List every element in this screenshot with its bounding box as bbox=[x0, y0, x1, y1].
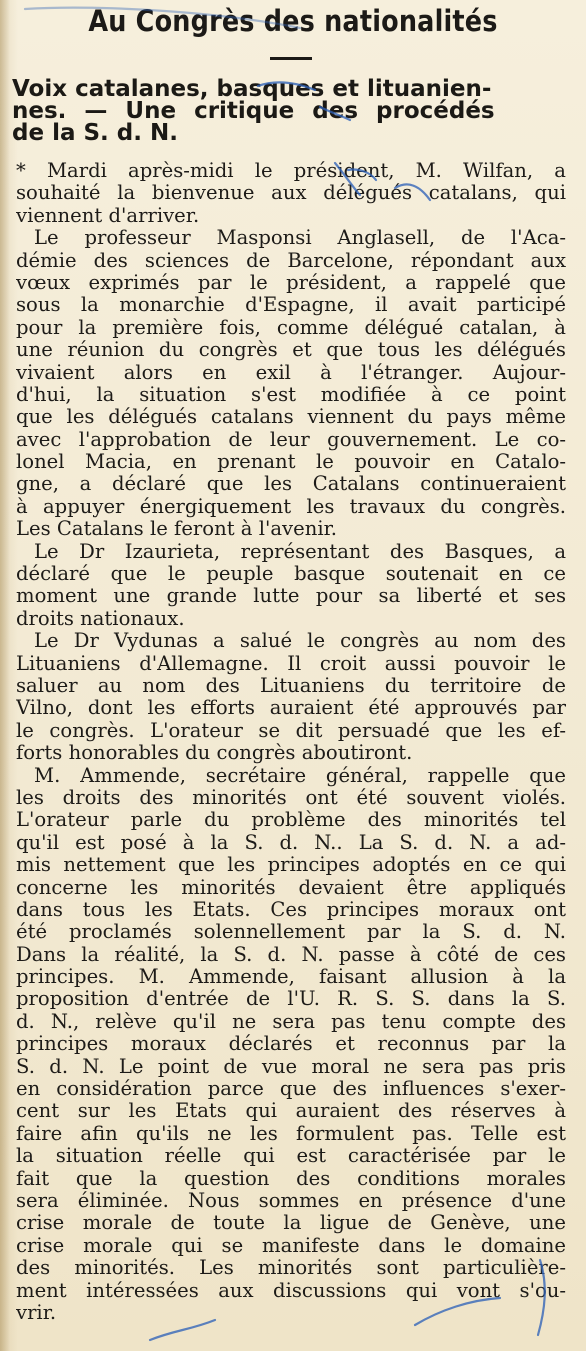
body-line: proposition d'entrée de l'U. R. S. S. dans la S. bbox=[16, 988, 566, 1011]
body-line: en considération parce que des influences s'exer- bbox=[16, 1078, 566, 1101]
body-line: forts honorables du congrès aboutiront. bbox=[16, 742, 413, 765]
body-line: été proclamés solennellement par la S. d. N. bbox=[16, 921, 566, 944]
body-line: principes. M. Ammende, faisant allusion à la bbox=[16, 966, 566, 989]
body-line: des minorités. Les minorités sont particulière- bbox=[16, 1257, 566, 1280]
body-line: M. Ammende, secrétaire général, rappelle que bbox=[34, 764, 566, 787]
body-line: sous la monarchie d'Espagne, il avait participé bbox=[16, 294, 566, 317]
headline-divider bbox=[270, 57, 312, 60]
body-line: cent sur les Etats qui auraient des réserves à bbox=[16, 1100, 566, 1123]
body-line: d. N., relève qu'il ne sera pas tenu compte des bbox=[16, 1010, 566, 1033]
body-line: les droits des minorités ont été souvent violés. bbox=[16, 786, 566, 809]
body-line: moment une grande lutte pour sa liberté et ses bbox=[16, 585, 566, 608]
body-line: S. d. N. Le point de vue moral ne sera pas pris bbox=[16, 1055, 566, 1078]
body-line: la situation réelle qui est caractérisée par le bbox=[16, 1145, 566, 1168]
body-line: mis nettement que les principes adoptés en ce qui bbox=[16, 854, 566, 877]
body-line: dans tous les Etats. Ces principes moraux ont bbox=[16, 898, 566, 921]
body-line: * Mardi après-midi le président, M. Wilfan, a bbox=[16, 160, 566, 182]
article-subheadline bbox=[12, 78, 574, 144]
body-line: d'hui, la situation s'est modifiée à ce point bbox=[16, 383, 566, 406]
body-line: droits nationaux. bbox=[16, 607, 185, 630]
body-line: lonel Macia, en prenant le pouvoir en Catalo- bbox=[16, 451, 566, 474]
article-headline: Au Congrès des nationalités bbox=[88, 4, 498, 38]
body-line: principes moraux déclarés et reconnus par la bbox=[16, 1033, 566, 1056]
body-line: que les délégués catalans viennent du pays même bbox=[16, 406, 566, 429]
body-line: vrir. bbox=[16, 1301, 57, 1324]
body-line: vœux exprimés par le président, a rappelé que bbox=[16, 271, 566, 294]
body-line: à appuyer énergiquement les travaux du congrès. bbox=[16, 495, 566, 518]
body-line: faire afin qu'ils ne les formulent pas. Telle est bbox=[16, 1122, 566, 1145]
paper-edge-shadow bbox=[0, 0, 10, 1351]
body-line: une réunion du congrès et que tous les délégués bbox=[16, 339, 566, 362]
body-line: crise morale qui se manifeste dans le domaine bbox=[16, 1234, 566, 1257]
body-line: gne, a déclaré que les Catalans continueraient bbox=[16, 473, 566, 496]
subheadline-line: nes. — Une critique des procédés bbox=[12, 98, 495, 124]
body-line: concerne les minorités devaient être appliqués bbox=[16, 876, 566, 899]
subheadline-line: de la S. d. N. bbox=[12, 120, 178, 146]
body-line: déclaré que le peuple basque soutenait en ce bbox=[16, 563, 566, 586]
body-line: Le Dr Vydunas a salué le congrès au nom des bbox=[34, 630, 566, 653]
body-line: avec l'approbation de leur gouvernement. Le co- bbox=[16, 428, 566, 451]
body-line: souhaité la bienvenue aux délégués catalans, qui bbox=[16, 182, 566, 205]
body-line: crise morale de toute la ligue de Genève, une bbox=[16, 1212, 566, 1235]
body-line: sera éliminée. Nous sommes en présence d'une bbox=[16, 1189, 566, 1212]
body-line: Les Catalans le feront à l'avenir. bbox=[16, 518, 338, 541]
body-line: pour la première fois, comme délégué catalan, à bbox=[16, 316, 566, 339]
body-line: viennent d'arriver. bbox=[16, 204, 200, 227]
body-line: L'orateur parle du problème des minorités tel bbox=[16, 809, 566, 832]
body-line: le congrès. L'orateur se dit persuadé que les ef- bbox=[16, 719, 566, 742]
subheadline-line: Voix catalanes, basques et lituanien- bbox=[12, 76, 492, 102]
body-line: Le professeur Masponsi Anglasell, de l'Aca- bbox=[34, 227, 566, 250]
body-line: vivaient alors en exil à l'étranger. Aujour- bbox=[16, 361, 566, 384]
body-line: démie des sciences de Barcelone, répondant aux bbox=[16, 249, 566, 272]
body-line: qu'il est posé à la S. d. N.. La S. d. N. a ad- bbox=[16, 831, 566, 854]
body-line: Lituaniens d'Allemagne. Il croit aussi pouvoir le bbox=[16, 652, 566, 675]
body-line: Le Dr Izaurieta, représentant des Basques, a bbox=[34, 540, 566, 563]
body-line: Dans la réalité, la S. d. N. passe à côté de ces bbox=[16, 943, 566, 966]
body-line: ment intéressées aux discussions qui vont s'ou- bbox=[16, 1279, 566, 1302]
body-line: Vilno, dont les efforts auraient été approuvés par bbox=[16, 697, 566, 720]
article-body bbox=[16, 160, 566, 1324]
body-line: saluer au nom des Lituaniens du territoire de bbox=[16, 674, 566, 697]
body-line: fait que la question des conditions morales bbox=[16, 1167, 566, 1190]
